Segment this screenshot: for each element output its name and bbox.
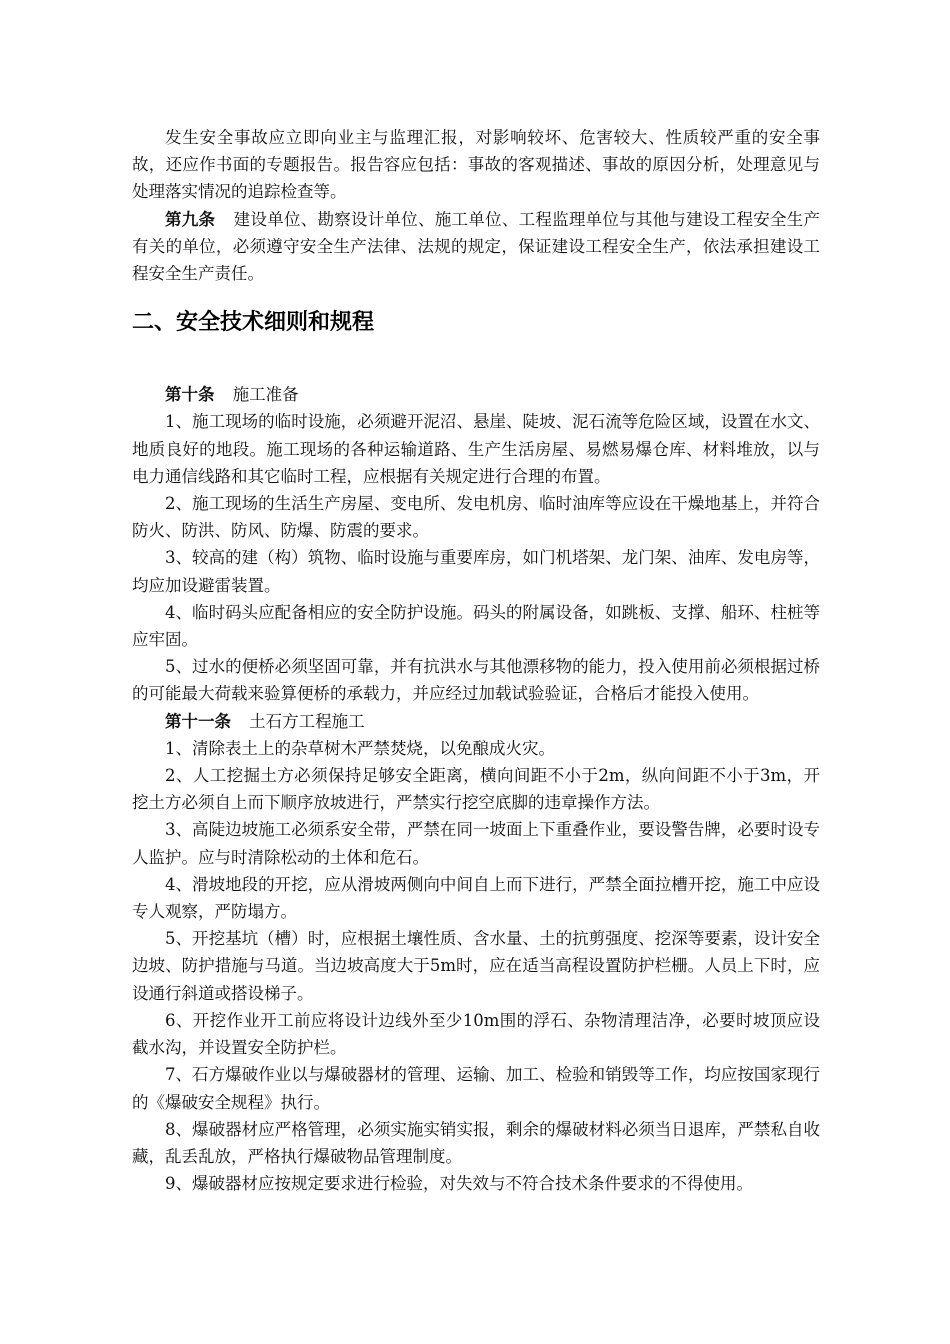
document-page: [132, 124, 820, 1197]
article-10-label: 第十条: [165, 385, 215, 405]
article-9-text: 建设单位、勘察设计单位、施工单位、工程监理单位与其他与建设工程安全生产有关的单位，必须遵守安全生产法律、法规的规定，保证建设工程安全生产，依法承担建设工程安全生产责任。: [132, 209, 821, 284]
article-10-heading: [132, 381, 820, 408]
article-11-item: 5、开挖基坑（槽）时，应根据土壤性质、含水量、土的抗剪强度、挖深等要素，设计安全边坡、防护措施与马道。当边坡高度大于5m时，应在适当高程设置防护栏栅。人员上下时，应设通行斜道或搭设梯子。: [132, 929, 820, 1003]
article-11-label: 第十一条: [165, 711, 231, 731]
article-11-title: 土石方工程施工: [249, 711, 365, 731]
article-10-title: 施工准备: [232, 385, 299, 405]
article-11-item: 2、人工挖掘土方必须保持足够安全距离，横向间距不小于2m，纵向间距不小于3m，开挖土方必须自上而下顺序放坡进行，严禁实行挖空底脚的违章操作方法。: [132, 766, 820, 813]
article-10-item: 3、较高的建（构）筑物、临时设施与重要库房，如门机塔架、龙门架、油库、发电房等，均应加设避雷装置。: [132, 548, 820, 595]
article-11-item: 9、爆破器材应按规定要求进行检验，对失效与不符合技术条件要求的不得使用。: [165, 1174, 753, 1194]
article-11-item: 6、开挖作业开工前应将设计边线外至少10m围的浮石、杂物清理洁净，必要时坡顶应设截水沟，并设置安全防护栏。: [132, 1010, 820, 1058]
article-11-item: 4、滑坡地段的开挖，应从滑坡两侧向中间自上而下进行，严禁全面拉槽开挖，施工中应设专人观察，严防塌方。: [132, 874, 820, 922]
article-11-item: 1、清除表土上的杂草树木严禁焚烧，以免酿成火灾。: [165, 738, 555, 758]
section-title: 二、安全技术细则和规程: [132, 310, 375, 336]
article-10-item: 1、施工现场的临时设施，必须避开泥沼、悬崖、陡坡、泥石流等危险区域，设置在水文、地质良好的地段。施工现场的各种运输道路、生产生活房屋、易燃易爆仓库、材料堆放，以与电力通信线路和其它临时工程，应根据有关规定进行合理的布置。: [132, 412, 820, 486]
intro-paragraph: 发生安全事故应立即向业主与监理汇报，对影响较坏、危害较大、性质较严重的安全事故，还应作书面的专题报告。报告容应包括：事故的客观描述、事故的原因分析，处理意见与处理落实情况的追踪检查等。: [132, 128, 820, 202]
article-10-item: 5、过水的便桥必须坚固可靠，并有抗洪水与其他漂移物的能力，投入使用前必须根据过桥的可能最大荷载来验算便桥的承载力，并应经过加载试验验证，合格后才能投入使用。: [132, 657, 820, 704]
article-10-item: 2、施工现场的生活生产房屋、变电所、发电机房、临时油库等应设在干燥地基上，并符合防火、防洪、防风、防爆、防震的要求。: [132, 494, 820, 541]
article-9-label: 第九条: [165, 209, 216, 229]
article-10-item: 4、临时码头应配备相应的安全防护设施。码头的附属设备，如跳板、支撑、船环、柱桩等应牢固。: [132, 602, 820, 650]
article-11-item: 8、爆破器材应严格管理，必须实施实销实报，剩余的爆破材料必须当日退库，严禁私自收藏，乱丢乱放，严格执行爆破物品管理制度。: [132, 1119, 820, 1166]
article-11-item: 7、石方爆破作业以与爆破器材的管理、运输、加工、检验和销毁等工作，均应按国家现行的《爆破安全规程》执行。: [132, 1065, 820, 1112]
article-11-item: 3、高陡边坡施工必须系安全带，严禁在同一坡面上下重叠作业，要设警告牌，必要时设专人监护。应与时清除松动的土体和危石。: [132, 820, 820, 867]
article-9: [132, 206, 820, 288]
article-11-heading: [132, 708, 820, 735]
